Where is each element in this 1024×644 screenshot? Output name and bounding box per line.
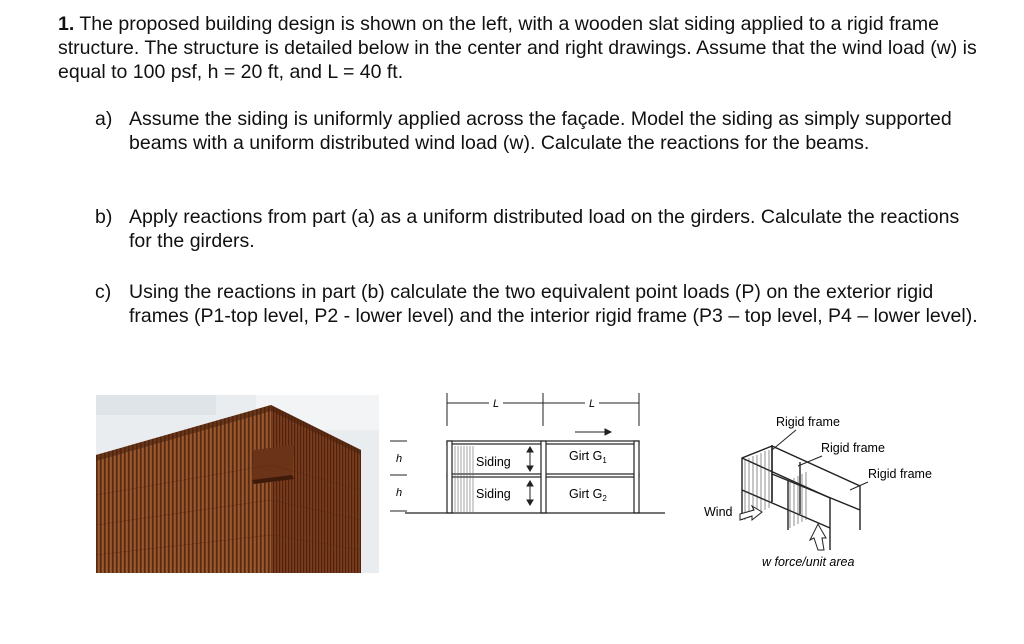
part-b-text: Apply reactions from part (a) as a uniform distributed load on the girders. Calculate the reactions for the girders. (129, 206, 960, 252)
problem-number: 1. (58, 13, 75, 35)
building-photo (96, 395, 379, 573)
part-c-text: Using the reactions in part (b) calculate the two equivalent point loads (P) on the exterior rigid frames (P1-top level, P2 - lower level) and the interior rigid frame (P3 – top level, P4 – lower level). (129, 281, 978, 327)
isometric-frames-drawing (700, 410, 960, 575)
wind-label: Wind (704, 505, 733, 519)
hanging-panel (252, 445, 294, 480)
girt-top-label: Girt $G_1$ (569, 449, 607, 465)
dim-h-top: h (396, 453, 403, 465)
center-elevation-drawing (385, 388, 685, 528)
girt-span-arrows (575, 429, 611, 435)
wind-arrow (740, 506, 762, 520)
rigid-frame-label-2: Rigid frame (821, 441, 885, 455)
dim-l-right: L (588, 398, 596, 410)
dim-h-bottom: h (396, 487, 403, 499)
load-label: w force/unit area (762, 555, 855, 569)
part-b-label: b) (95, 206, 113, 228)
siding-bottom-label: Siding (476, 487, 511, 501)
dim-l-left: L (492, 398, 500, 410)
siding-slats (455, 446, 473, 512)
problem-text: The proposed building design is shown on the left, with a wooden slat siding applied to a rigid frame structure. The structure is detailed below in the center and right drawings. Assume that the wind load (w) is equal to 100 psf, h = 20 ft, and L = 40 ft. (58, 13, 977, 83)
frame-outline (405, 441, 665, 513)
rigid-frame-label-3: Rigid frame (868, 467, 932, 481)
siding-top-label: Siding (476, 455, 511, 469)
part-a-text: Assume the siding is uniformly applied across the façade. Model the siding as simply supported beams with a uniform distributed wind load (w). Calculate the reactions for the beams. (129, 108, 952, 154)
leader-lines (772, 430, 868, 490)
rigid-frame-label-1: Rigid frame (776, 415, 840, 429)
rigid-frames (742, 446, 860, 550)
girt-bottom-label: Girt $G_2$ (569, 487, 607, 503)
part-a-label: a) (95, 108, 113, 130)
problem-statement (58, 12, 988, 84)
part-c-label: c) (95, 281, 112, 303)
load-arrow (810, 524, 826, 550)
